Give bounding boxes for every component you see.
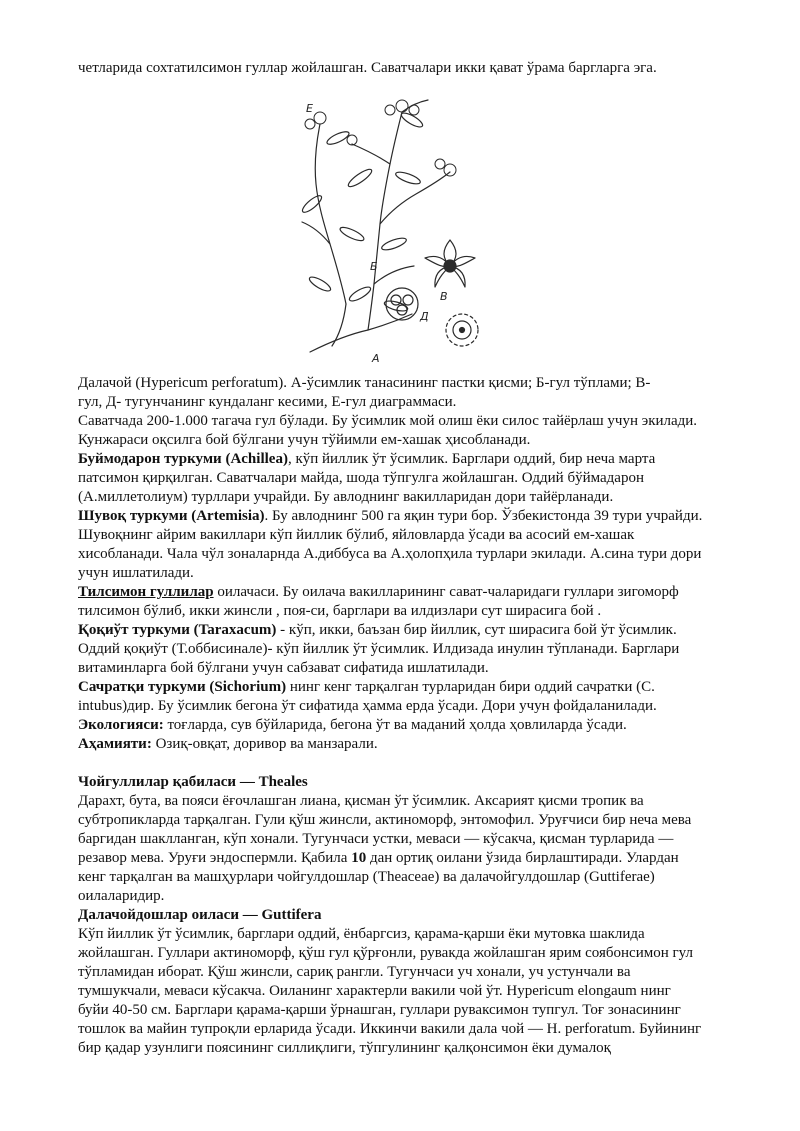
text-line: жойлашган. Гуллари актиноморф, қўш гул қўрғонли, рувакда жойлашган ярим соябонсимон гул <box>78 945 693 961</box>
text-line: витаминларга бой бўлгани учун сабзават сифатида ишлатилади. <box>78 660 489 676</box>
text-line: Экологияси: тоғларда, сув бўйларида, бегона ўт ва маданий ҳолда ҳовлиларда ўсади. <box>78 717 627 733</box>
text-line: Далачой (Hypericum perforatum). А-ўсимлик танасининг пастки қисми; Б-гул тўплами; В- <box>78 375 651 391</box>
figure-label: Д <box>420 310 429 323</box>
blank-line <box>78 754 728 773</box>
text-line: Саватчада 200-1.000 тагача гул бўлади. Бу ўсимлик мой олиш ёки силос тайёрлаш учун экилади. <box>78 413 698 429</box>
text-line: оилаларидир. <box>78 888 165 904</box>
genus-heading: Шувоқ туркуми (Artemisia) <box>78 508 265 524</box>
ecology-label: Экологияси: <box>78 717 164 733</box>
hypericum-illustration <box>290 94 495 367</box>
text-line: учун ишлатилади. <box>78 565 194 581</box>
text-line: Сачратқи туркуми (Sichorium) нинг кенг тарқалган турларидан бири оддий сачратки (С. <box>78 679 655 695</box>
importance-label: Аҳамияти: <box>78 736 152 752</box>
genus-heading: Қоқиўт туркуми (Taraxacum) <box>78 622 277 638</box>
text-line: Оддий қоқиўт (Т.оббисинале)- кўп йиллик ўт ўсимлик. Илдизада инулин тўпланади. Барглари <box>78 641 680 657</box>
figure-label: А <box>372 352 380 365</box>
text-line: Кунжараси оқсилга бой бўлгани учун тўйимли ем-хашак ҳисобланади. <box>78 432 531 448</box>
text-line: Шувоқнинг айрим вакиллари кўп йиллик бўлиб, яйловларда ўсади ва асосий ем-хашак <box>78 527 635 543</box>
figure-label: В <box>440 290 448 303</box>
text-body <box>78 374 728 1058</box>
genus-heading: Сачратқи туркуми (Sichorium) <box>78 679 287 695</box>
text-top <box>78 59 728 78</box>
order-heading: Чойгуллилар қабиласи — Theales <box>78 774 308 790</box>
text-line: хисобланади. Чала чўл зоналарнда А.диббуса ва А.ҳолопҳила турлари экилади. А.сина тури дори <box>78 546 702 562</box>
text-line <box>78 906 728 925</box>
family-heading: Далачойдошлар оиласи — Guttifera <box>78 907 322 923</box>
subfamily-heading: Тилсимон гуллилар <box>78 584 214 600</box>
text-line: гул, Д- тугунчанинг кундаланг кесими, Е-гул диаграммаси. <box>78 394 457 410</box>
figure-label: Б <box>370 260 378 273</box>
text-line: Тилсимон гуллилар оилачаси. Бу оилача вакилларининг сават-чаларидаги гуллари зигоморф <box>78 584 679 600</box>
text-line: буйи 40-50 см. Барглари қарама-қарши ўрнашган, гуллари руваксимон тупгул. Toғ зонасининг <box>78 1002 681 1018</box>
text-line: тилсимон бўлиб, икки жинсли , поя-си, барглари ва илдизлари сут ширасига бой . <box>78 603 602 619</box>
text-line: бир қадар узунлиги поясининг силлиқлиги, тўпгулининг қалқонсимон ёки думалоқ <box>78 1040 611 1056</box>
text-line: тошлок ва майин тупроқли ерларида ўсади. Иккинчи вакили дала чой — H. perforatum. Буйининг <box>78 1021 702 1037</box>
text-line: патсимон қирқилган. Саватчалари майда, шода тўпгулга жойлашган. Оддий бўймадарон <box>78 470 644 486</box>
figure-label: Е <box>306 102 313 115</box>
text-line: intubus)дир. Бу ўсимлик бегона ўт сифатида ҳамма ерда ўсади. Дори учун фойдаланилади. <box>78 698 657 714</box>
text-line: Қоқиўт туркуми (Taraxacum) - кўп, икки, баъзан бир йиллик, сут ширасига бой ўт ўсимлик. <box>78 622 677 638</box>
text-line: тумшукчали, меваси кўсакча. Оиланинг характерли вакили чой ўт. Hypericum elongaum нинг <box>78 983 671 999</box>
text-line: Кўп йиллик ўт ўсимлик, барглари оддий, ёнбаргсиз, қарама-қарши ёки мутовка шаклида <box>78 926 645 942</box>
text-line: Аҳамияти: Озиқ-овқат, доривор ва манзарали. <box>78 736 378 752</box>
text-line: Шувоқ туркуми (Artemisia). Бу авлоднинг 500 га яқин тури бор. Ўзбекистонда 39 тури учрайди. <box>78 508 703 524</box>
text-line <box>78 773 728 792</box>
text-line: Буймодарон туркуми (Achillea), кўп йиллик ўт ўсимлик. Барглари оддий, бир неча марта <box>78 451 656 467</box>
text-line: (А.миллетолиум) турллари учрайди. Бу авлоднинг вакилларидан дори тайёрланади. <box>78 489 614 505</box>
text-line: Дарахт, бута, ва пояси ёғочлашган лиана, қисман ўт ўсимлик. Аксарият қисми тропик ва <box>78 793 644 809</box>
text-line: резавор мева. Уруғи эндоспермли. Қабила 10 дан ортиқ оилани ўзида бирлаштиради. Улардан <box>78 850 679 866</box>
text-line: тўпламидан иборат. Қўш жинсли, сариқ рангли. Тугунчаси уч хонали, уч устунчали ва <box>78 964 631 980</box>
text-line: баргидан шаклланган, кўп хонали. Тугунчаси устки, меваси — кўсакча, қисман турларида — <box>78 831 674 847</box>
genus-heading: Буймодарон туркуми (Achillea) <box>78 451 288 467</box>
text-line: четларида сохтатилсимон гуллар жойлашган. Саватчалари икки қават ўрама баргларга эга. <box>78 60 657 76</box>
text-line: субтропикларда тарқалган. Гули қўш жинсли, актиноморф, энтомофил. Уруғчиси бир неча мева <box>78 812 692 828</box>
text-line: кенг тарқалган ва машҳурлари чойгулдошлар (Theaceae) ва далачойгулдошлар (Guttiferae) <box>78 869 655 885</box>
